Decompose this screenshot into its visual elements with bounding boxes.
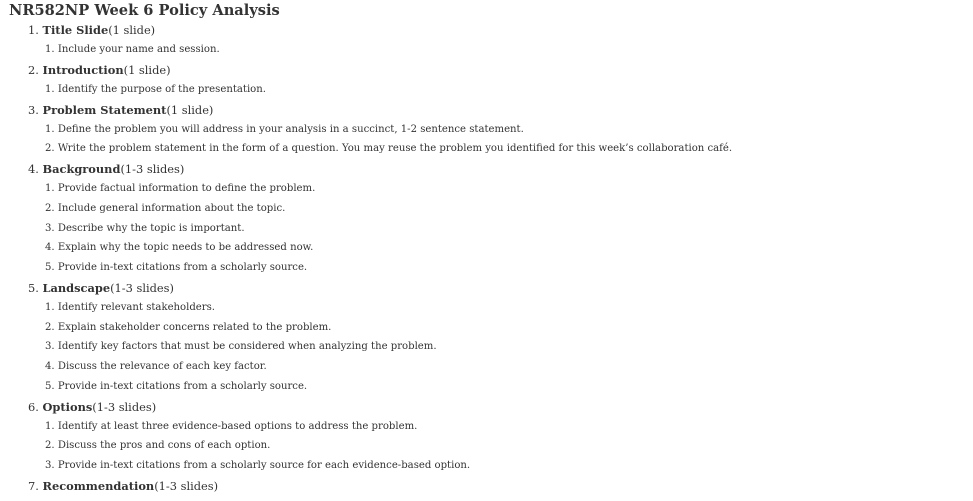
- section-slide-count: (1 slide): [123, 62, 171, 77]
- list-item-number: 2.: [45, 321, 55, 333]
- section-heading: [0, 60, 973, 80]
- section-list: [0, 20, 973, 496]
- list-item-text: Provide factual information to define the problem.: [57, 183, 316, 194]
- list-item-text: Define the problem you will address in your analysis in a succinct, 1-2 sentence statement.: [57, 123, 524, 135]
- list-item-number: 2.: [45, 143, 55, 155]
- page-title: NR582NP Week 6 Policy Analysis: [9, 2, 280, 19]
- list-item-number: 1.: [45, 44, 55, 55]
- list-item: [0, 219, 973, 239]
- list-item-number: 5.: [45, 380, 55, 392]
- section-name: Title Slide: [42, 23, 109, 37]
- list-item-text: Provide in-text citations from a scholarly source.: [57, 380, 308, 392]
- section-number: 1.: [28, 23, 39, 37]
- section-item: [0, 100, 973, 160]
- list-item-text: Write the problem statement in the form of a question. You may reuse the problem you identified for this week’s collaboration café.: [57, 143, 733, 155]
- list-item-text: Explain stakeholder concerns related to the problem.: [57, 321, 332, 333]
- section-subitems: [0, 40, 973, 60]
- section-item: [0, 278, 973, 397]
- list-item: [0, 199, 973, 219]
- section-slide-count: (1 slide): [108, 23, 156, 37]
- section-name: Background: [42, 162, 121, 176]
- section-name: Options: [42, 399, 93, 414]
- section-subitems: [0, 179, 973, 278]
- section-heading: [0, 278, 973, 298]
- section-name: Landscape: [42, 280, 111, 295]
- section-slide-count: (1-3 slides): [92, 399, 157, 414]
- section-number: 5.: [28, 280, 39, 295]
- section-item: [0, 397, 973, 476]
- list-item: [0, 179, 973, 199]
- list-item-number: 1.: [45, 123, 55, 135]
- list-item-number: 1.: [45, 420, 55, 432]
- list-item: [0, 298, 973, 318]
- list-item: [0, 337, 973, 357]
- list-item: [0, 80, 973, 100]
- section-slide-count: (1-3 slides): [120, 162, 185, 176]
- list-item-number: 4.: [45, 242, 55, 254]
- list-item-number: 2.: [45, 202, 55, 214]
- section-item: [0, 20, 973, 60]
- list-item-text: Provide in-text citations from a scholarly source.: [57, 262, 308, 273]
- list-item-number: 2.: [45, 440, 55, 452]
- section-subitems: [0, 120, 973, 160]
- list-item-text: Explain why the topic needs to be addressed now.: [57, 242, 314, 254]
- list-item-text: Identify relevant stakeholders.: [57, 301, 215, 313]
- section-number: 6.: [28, 399, 39, 414]
- section-number: 2.: [28, 62, 39, 77]
- list-item: [0, 377, 973, 397]
- list-item: [0, 238, 973, 258]
- section-subitems: [0, 80, 973, 100]
- list-item-number: 3.: [45, 341, 55, 353]
- list-item-number: 4.: [45, 361, 55, 372]
- list-item-text: Discuss the pros and cons of each option.: [57, 440, 271, 452]
- section-slide-count: (1-3 slides): [110, 280, 174, 295]
- list-item-text: Include general information about the topic.: [57, 202, 286, 214]
- list-item-text: Identify at least three evidence-based options to address the problem.: [57, 420, 418, 432]
- section-number: 7.: [28, 478, 39, 493]
- section-heading: [0, 100, 973, 120]
- list-item: [0, 258, 973, 278]
- section-number: 4.: [28, 162, 39, 176]
- section-heading: [0, 397, 973, 417]
- list-item-text: Identify the purpose of the presentation.: [57, 83, 266, 95]
- section-heading: [0, 159, 973, 179]
- section-slide-count: (1 slide): [166, 102, 214, 117]
- section-name: Problem Statement: [42, 102, 167, 117]
- section-item: [0, 60, 973, 100]
- list-item-number: 3.: [45, 222, 55, 234]
- list-item: [0, 417, 973, 437]
- list-item: [0, 436, 973, 456]
- list-item-number: 1.: [45, 83, 55, 95]
- section-name: Introduction: [42, 62, 124, 77]
- list-item-number: 1.: [45, 301, 55, 313]
- section-heading: [0, 476, 973, 496]
- section-number: 3.: [28, 102, 39, 117]
- section-item: [0, 476, 973, 496]
- list-item: [0, 40, 973, 60]
- list-item: [0, 357, 973, 377]
- list-item-number: 5.: [45, 262, 55, 273]
- section-item: [0, 159, 973, 278]
- section-subitems: [0, 417, 973, 476]
- list-item-text: Describe why the topic is important.: [57, 222, 245, 234]
- list-item-text: Discuss the relevance of each key factor.: [57, 361, 267, 372]
- list-item: [0, 456, 973, 476]
- list-item-number: 3.: [45, 460, 55, 471]
- list-item-text: Provide in-text citations from a scholarly source for each evidence-based option.: [57, 460, 471, 471]
- list-item: [0, 318, 973, 338]
- list-item: [0, 120, 973, 140]
- section-name: Recommendation: [42, 478, 155, 493]
- section-subitems: [0, 298, 973, 397]
- list-item-number: 1.: [45, 183, 55, 194]
- list-item-text: Identify key factors that must be considered when analyzing the problem.: [57, 341, 437, 353]
- list-item-text: Include your name and session.: [57, 44, 220, 55]
- list-item: [0, 139, 973, 159]
- section-heading: [0, 20, 973, 40]
- section-slide-count: (1-3 slides): [154, 478, 219, 493]
